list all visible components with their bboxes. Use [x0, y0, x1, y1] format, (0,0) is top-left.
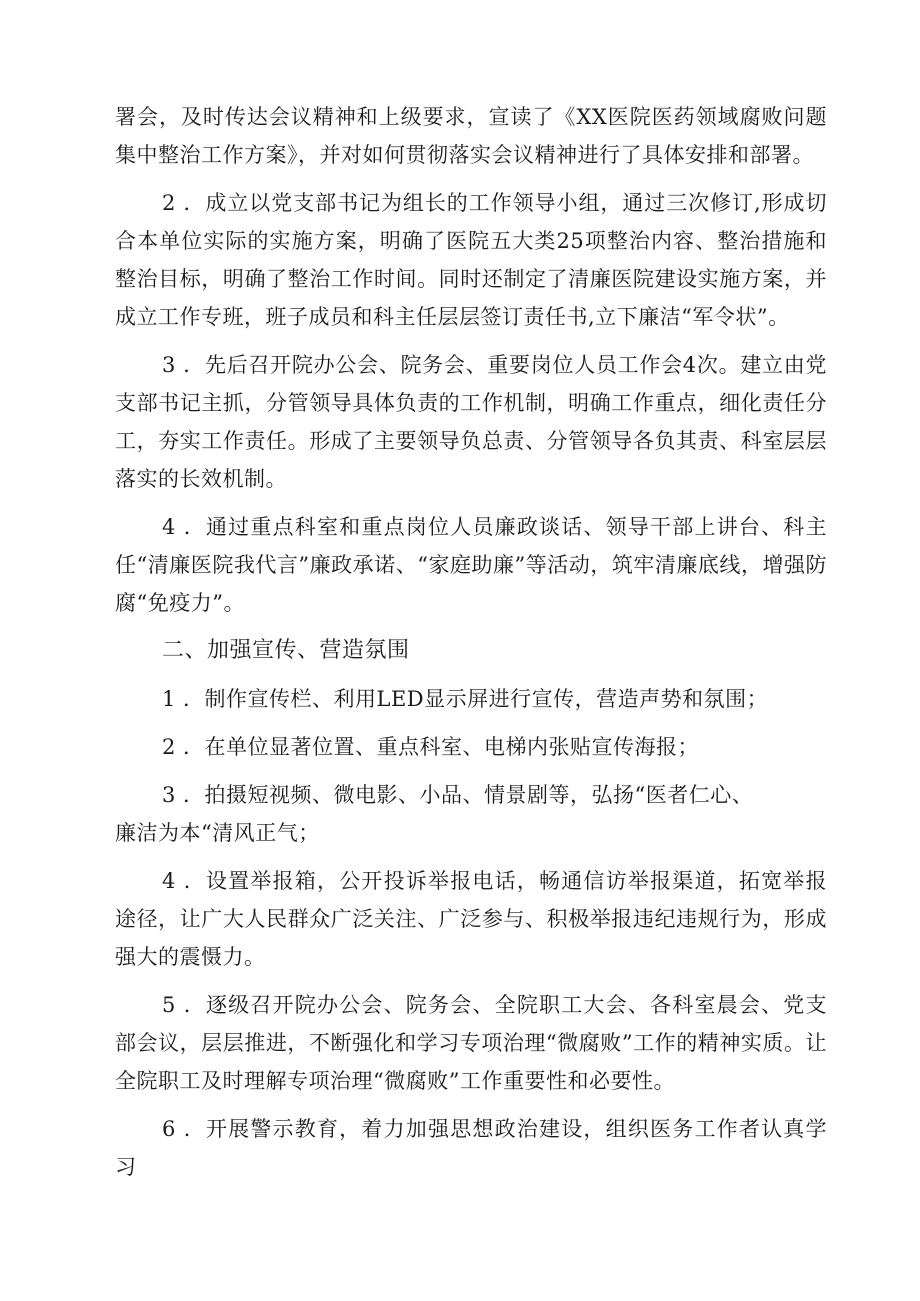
- list-item-2: 2 ．在单位显著位置、重点科室、电梯内张贴宣传海报；: [162, 735, 700, 759]
- section-heading: 二、加强宣传、营造氛围: [162, 638, 410, 663]
- list-item-1: 1 ．制作宣传栏、利用LED显示屏进行宣传，营造声势和氛围；: [162, 687, 769, 711]
- paragraph-item-4: 4 ．通过重点科室和重点岗位人员廉政谈话、领导干部上讲台、科主任“清廉医院我代言”廉政承诺、“家庭助廉”等活动，筑牢清廉底线，增强防腐“免疫力”。: [115, 515, 827, 615]
- paragraph-item-2: 2 ．成立以党支部书记为组长的工作领导小组，通过三次修订,形成切合本单位实际的实施方案，明确了医院五大类25项整治内容、整治措施和整治目标，明确了整治工作时间。同时还制定了清廉医院建设实施方案，并成立工作专班，班子成员和科主任层层签订责任书,立下廉洁“军令状”。: [115, 191, 827, 329]
- list-item-3-continued: 廉洁为本“清风正气；: [115, 821, 320, 845]
- paragraph-item-3: 3 ．先后召开院办公会、院务会、重要岗位人员工作会4次。建立由党支部书记主抓，分管领导具体负责的工作机制，明确工作重点，细化责任分工，夯实工作责任。形成了主要领导负总责、分管领导各负其责、科室层层落实的长效机制。: [115, 353, 827, 491]
- document-body: [115, 98, 827, 1186]
- list-item-3: 3 ．拍摄短视频、微电影、小品、情景剧等，弘扬“医者仁心、: [162, 783, 754, 807]
- list-item-6: 6 ．开展警示教育，着力加强思想政治建设，组织医务工作者认真学习: [115, 1117, 827, 1179]
- list-item-4: 4 ．设置举报箱，公开投诉举报电话，畅通信访举报渠道，拓宽举报途径，让广大人民群众广泛关注、广泛参与、积极举报违纪违规行为，形成强大的震慑力。: [115, 869, 827, 969]
- paragraph-continued: 署会，及时传达会议精神和上级要求，宣读了《XX医院医药领域腐败问题集中整治工作方案》，并对如何贯彻落实会议精神进行了具体安排和部署。: [115, 105, 827, 167]
- list-item-5: 5 ．逐级召开院办公会、院务会、全院职工大会、各科室晨会、党支部会议，层层推进，不断强化和学习专项治理“微腐败”工作的精神实质。让全院职工及时理解专项治理“微腐败”工作重要性和必要性。: [115, 993, 827, 1093]
